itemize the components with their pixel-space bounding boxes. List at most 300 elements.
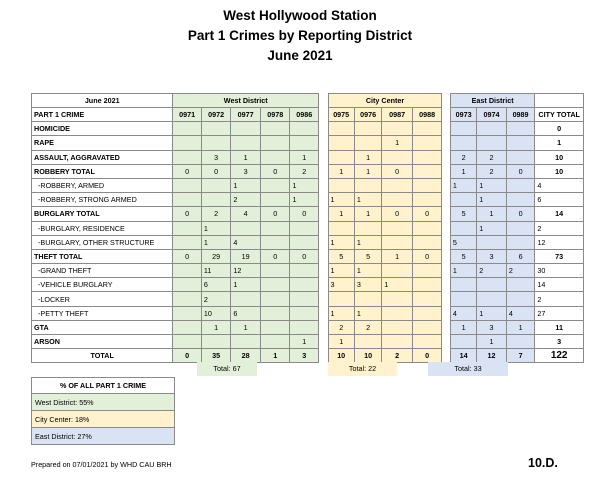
prepared-note: Prepared on 07/01/2021 by WHD CAU BRH (31, 460, 172, 469)
district-count: 12 (231, 264, 261, 278)
district-count: 5 (450, 249, 476, 263)
district-count: 1 (354, 150, 381, 164)
table-row (32, 306, 584, 320)
table-row (32, 320, 584, 334)
district-count (260, 150, 290, 164)
district-count (260, 306, 290, 320)
table-row (32, 264, 584, 278)
district-count (506, 235, 535, 249)
table-row (32, 235, 584, 249)
district-count: 1 (328, 164, 354, 178)
district-total-count: 12 (477, 349, 507, 363)
district-count (382, 264, 413, 278)
table-row (32, 278, 584, 292)
district-count (201, 335, 231, 349)
district-count: 6 (506, 249, 535, 263)
district-count: 2 (328, 320, 354, 334)
district-count (412, 235, 442, 249)
district-count: 1 (201, 221, 231, 235)
district-count (412, 306, 442, 320)
east-district-total: Total: 33 (428, 362, 508, 376)
district-count (382, 320, 413, 334)
district-count (450, 193, 476, 207)
district-count: 1 (201, 320, 231, 334)
table-row (32, 221, 584, 235)
district-count (477, 136, 507, 150)
district-count: 0 (173, 164, 201, 178)
district-count: 0 (260, 249, 290, 263)
column-gap (319, 150, 328, 164)
district-total-count: 14 (450, 349, 476, 363)
crime-label: RAPE (32, 136, 173, 150)
district-count (412, 264, 442, 278)
district-count (450, 278, 476, 292)
total-row (32, 349, 584, 363)
district-count: 1 (382, 136, 413, 150)
district-count (382, 178, 413, 192)
district-count: 0 (506, 207, 535, 221)
district-count: 2 (477, 264, 507, 278)
west-district-header: West District (173, 94, 319, 108)
city-total-value: 12 (535, 235, 584, 249)
city-center-header: City Center (328, 94, 442, 108)
district-count (201, 136, 231, 150)
table-row (32, 335, 584, 349)
table-row (32, 207, 584, 221)
district-count (506, 221, 535, 235)
district-count: 0 (290, 207, 319, 221)
crime-label: ROBBERY TOTAL (32, 164, 173, 178)
district-count (231, 292, 261, 306)
district-count: 1 (450, 264, 476, 278)
district-count: 5 (450, 235, 476, 249)
district-count (450, 335, 476, 349)
district-count (354, 122, 381, 136)
district-header: 0972 (201, 108, 231, 122)
district-count (412, 221, 442, 235)
district-header: 0988 (412, 108, 442, 122)
grand-total: 122 (535, 349, 584, 363)
district-count (173, 264, 201, 278)
district-count (412, 136, 442, 150)
district-count: 4 (506, 306, 535, 320)
table-row (32, 193, 584, 207)
district-count (506, 122, 535, 136)
district-count (382, 122, 413, 136)
district-count (260, 292, 290, 306)
district-count (412, 164, 442, 178)
column-gap (442, 207, 450, 221)
district-count: 1 (477, 306, 507, 320)
percent-table (31, 377, 175, 445)
district-count (506, 335, 535, 349)
column-gap (319, 278, 328, 292)
district-count (231, 335, 261, 349)
city-total-value: 11 (535, 320, 584, 334)
district-count (173, 320, 201, 334)
district-count (328, 178, 354, 192)
district-count (260, 193, 290, 207)
district-total-count: 7 (506, 349, 535, 363)
district-count: 1 (231, 178, 261, 192)
district-count (412, 178, 442, 192)
column-gap (442, 235, 450, 249)
district-count: 1 (477, 221, 507, 235)
district-count (173, 136, 201, 150)
district-count: 11 (201, 264, 231, 278)
table-row (32, 136, 584, 150)
district-count: 3 (328, 278, 354, 292)
district-count (412, 122, 442, 136)
district-count: 1 (328, 207, 354, 221)
column-gap (442, 136, 450, 150)
column-gap (319, 108, 328, 122)
district-count (477, 278, 507, 292)
district-count (354, 335, 381, 349)
district-count (412, 193, 442, 207)
district-count: 5 (354, 249, 381, 263)
district-count: 2 (506, 264, 535, 278)
district-count: 1 (290, 193, 319, 207)
district-count (328, 292, 354, 306)
district-count (290, 235, 319, 249)
district-count (412, 320, 442, 334)
page-number: 10.D. (528, 456, 558, 470)
city-total-value: 10 (535, 150, 584, 164)
district-count: 1 (354, 164, 381, 178)
district-count (201, 193, 231, 207)
column-gap (319, 164, 328, 178)
district-count: 2 (477, 164, 507, 178)
column-gap (319, 136, 328, 150)
table-row (32, 249, 584, 263)
district-count: 0 (412, 207, 442, 221)
district-count: 0 (506, 164, 535, 178)
crime-label: HOMICIDE (32, 122, 173, 136)
district-total-count: 0 (173, 349, 201, 363)
district-count (506, 193, 535, 207)
crime-label: GTA (32, 320, 173, 334)
table-row (32, 122, 584, 136)
district-count: 10 (201, 306, 231, 320)
district-count (506, 278, 535, 292)
district-count (328, 221, 354, 235)
district-count: 0 (201, 164, 231, 178)
district-header: 0976 (354, 108, 381, 122)
district-count (290, 136, 319, 150)
district-count (477, 122, 507, 136)
district-count: 0 (412, 249, 442, 263)
district-header: 0978 (260, 108, 290, 122)
crime-label: -GRAND THEFT (32, 264, 173, 278)
column-gap (442, 320, 450, 334)
district-header: 0973 (450, 108, 476, 122)
district-total-count: 2 (382, 349, 413, 363)
column-gap (442, 193, 450, 207)
district-count (382, 150, 413, 164)
column-gap (319, 207, 328, 221)
column-gap (442, 178, 450, 192)
column-gap (319, 178, 328, 192)
column-gap (442, 108, 450, 122)
district-count: 0 (260, 207, 290, 221)
district-count (412, 335, 442, 349)
district-count (201, 122, 231, 136)
district-count: 4 (231, 235, 261, 249)
district-count (382, 306, 413, 320)
district-count: 3 (201, 150, 231, 164)
district-count (412, 278, 442, 292)
district-count (328, 122, 354, 136)
district-count: 1 (354, 193, 381, 207)
city-total-value: 14 (535, 278, 584, 292)
district-count (231, 136, 261, 150)
column-gap (442, 122, 450, 136)
column-gap (442, 164, 450, 178)
district-count (506, 178, 535, 192)
district-count (173, 150, 201, 164)
report-title (0, 6, 600, 66)
column-gap (442, 292, 450, 306)
city-total-value: 6 (535, 193, 584, 207)
district-count: 1 (450, 164, 476, 178)
district-count (382, 193, 413, 207)
district-count: 2 (201, 207, 231, 221)
table-corner-label: June 2021 (32, 94, 173, 108)
column-gap (319, 335, 328, 349)
percent-city-center: City Center: 18% (32, 411, 175, 428)
district-count: 1 (477, 193, 507, 207)
district-count: 1 (290, 150, 319, 164)
district-count: 2 (450, 150, 476, 164)
crime-label: ASSAULT, AGGRAVATED (32, 150, 173, 164)
district-header: 0987 (382, 108, 413, 122)
city-total-value: 0 (535, 122, 584, 136)
district-count: 19 (231, 249, 261, 263)
crime-table (31, 93, 584, 363)
column-gap (442, 335, 450, 349)
district-count (173, 278, 201, 292)
district-count: 3 (354, 278, 381, 292)
district-count (290, 122, 319, 136)
district-header: 0971 (173, 108, 201, 122)
district-count: 0 (173, 207, 201, 221)
city-total-value: 30 (535, 264, 584, 278)
district-count (354, 136, 381, 150)
district-count: 1 (328, 235, 354, 249)
district-count: 1 (201, 235, 231, 249)
east-district-header: East District (450, 94, 534, 108)
column-gap (319, 264, 328, 278)
district-count (450, 136, 476, 150)
crime-label: BURGLARY TOTAL (32, 207, 173, 221)
district-count (231, 122, 261, 136)
district-count (260, 136, 290, 150)
column-gap (442, 249, 450, 263)
table-row (32, 178, 584, 192)
district-total-count: 10 (328, 349, 354, 363)
district-count: 4 (231, 207, 261, 221)
district-count (260, 264, 290, 278)
column-gap (442, 264, 450, 278)
district-count (506, 150, 535, 164)
district-total-count: 1 (260, 349, 290, 363)
district-count: 1 (354, 264, 381, 278)
district-count (506, 136, 535, 150)
district-count (290, 320, 319, 334)
district-header: 0975 (328, 108, 354, 122)
column-gap (319, 320, 328, 334)
district-count: 1 (450, 178, 476, 192)
district-count (201, 178, 231, 192)
district-count: 1 (382, 249, 413, 263)
district-count (382, 335, 413, 349)
district-count (260, 122, 290, 136)
district-count: 1 (290, 178, 319, 192)
city-total-header: CITY TOTAL (535, 108, 584, 122)
district-count (173, 235, 201, 249)
city-total-value: 2 (535, 221, 584, 235)
percent-west: West District: 55% (32, 394, 175, 411)
district-count (260, 221, 290, 235)
crime-label: -ROBBERY, ARMED (32, 178, 173, 192)
district-total-count: 3 (290, 349, 319, 363)
district-count: 0 (382, 164, 413, 178)
district-count (354, 292, 381, 306)
district-count (290, 221, 319, 235)
table-row (32, 150, 584, 164)
district-count (354, 221, 381, 235)
city-total-value: 14 (535, 207, 584, 221)
district-count: 1 (506, 320, 535, 334)
crime-column-header: PART 1 CRIME (32, 108, 173, 122)
district-count (173, 292, 201, 306)
crime-label: THEFT TOTAL (32, 249, 173, 263)
crime-label: -ROBBERY, STRONG ARMED (32, 193, 173, 207)
percent-east: East District: 27% (32, 428, 175, 445)
district-total-count: 28 (231, 349, 261, 363)
crime-label: -LOCKER (32, 292, 173, 306)
crime-label: -PETTY THEFT (32, 306, 173, 320)
district-count (290, 292, 319, 306)
column-gap (442, 278, 450, 292)
district-count: 3 (477, 249, 507, 263)
column-gap (319, 221, 328, 235)
district-count (354, 178, 381, 192)
district-count (477, 292, 507, 306)
table-row (32, 164, 584, 178)
title-report: Part 1 Crimes by Reporting District (187, 28, 413, 43)
district-count: 2 (231, 193, 261, 207)
district-count: 1 (328, 335, 354, 349)
district-count (477, 235, 507, 249)
district-count: 0 (260, 164, 290, 178)
district-count: 1 (354, 207, 381, 221)
district-count: 2 (290, 164, 319, 178)
west-district-total: Total: 67 (197, 362, 257, 376)
district-count (328, 150, 354, 164)
district-count (173, 306, 201, 320)
district-count: 29 (201, 249, 231, 263)
column-gap (319, 193, 328, 207)
district-count: 1 (290, 335, 319, 349)
district-count: 6 (231, 306, 261, 320)
column-gap (319, 235, 328, 249)
district-header: 0977 (231, 108, 261, 122)
district-count: 2 (201, 292, 231, 306)
total-label: TOTAL (32, 349, 173, 363)
district-count (260, 320, 290, 334)
district-count (173, 178, 201, 192)
district-count: 1 (382, 278, 413, 292)
title-station: West Hollywood Station (223, 8, 377, 23)
column-gap (442, 349, 450, 363)
district-count: 1 (477, 178, 507, 192)
percent-table-header: % OF ALL PART 1 CRIME (32, 378, 175, 394)
district-count (450, 122, 476, 136)
column-gap (319, 122, 328, 136)
column-gap (442, 150, 450, 164)
city-total-value: 3 (535, 335, 584, 349)
district-count: 3 (477, 320, 507, 334)
district-count (290, 306, 319, 320)
district-total-count: 35 (201, 349, 231, 363)
district-count (506, 292, 535, 306)
city-total-value: 1 (535, 136, 584, 150)
district-count: 1 (231, 320, 261, 334)
column-gap (442, 306, 450, 320)
city-total-value: 4 (535, 178, 584, 192)
district-count: 1 (231, 150, 261, 164)
district-count: 1 (477, 335, 507, 349)
district-count (260, 278, 290, 292)
district-count (290, 278, 319, 292)
district-count (382, 221, 413, 235)
district-header: 0974 (477, 108, 507, 122)
district-header: 0989 (506, 108, 535, 122)
city-total-value: 2 (535, 292, 584, 306)
district-count: 1 (328, 193, 354, 207)
district-count (412, 150, 442, 164)
district-total-count: 10 (354, 349, 381, 363)
district-count: 2 (477, 150, 507, 164)
district-count (450, 221, 476, 235)
district-count: 1 (477, 207, 507, 221)
district-count (260, 235, 290, 249)
district-count: 0 (290, 249, 319, 263)
crime-label: -BURGLARY, RESIDENCE (32, 221, 173, 235)
crime-label: -VEHICLE BURGLARY (32, 278, 173, 292)
district-total-count: 0 (412, 349, 442, 363)
column-gap (319, 292, 328, 306)
district-count: 5 (450, 207, 476, 221)
district-count (231, 221, 261, 235)
district-count (173, 221, 201, 235)
district-count (382, 292, 413, 306)
district-count: 4 (450, 306, 476, 320)
column-gap (442, 221, 450, 235)
district-count (173, 335, 201, 349)
column-gap (319, 306, 328, 320)
district-count (260, 178, 290, 192)
district-count: 1 (231, 278, 261, 292)
district-count: 1 (354, 306, 381, 320)
district-header: 0986 (290, 108, 319, 122)
district-count: 0 (173, 249, 201, 263)
district-count: 1 (328, 306, 354, 320)
city-center-total: Total: 22 (328, 362, 397, 376)
district-count: 5 (328, 249, 354, 263)
